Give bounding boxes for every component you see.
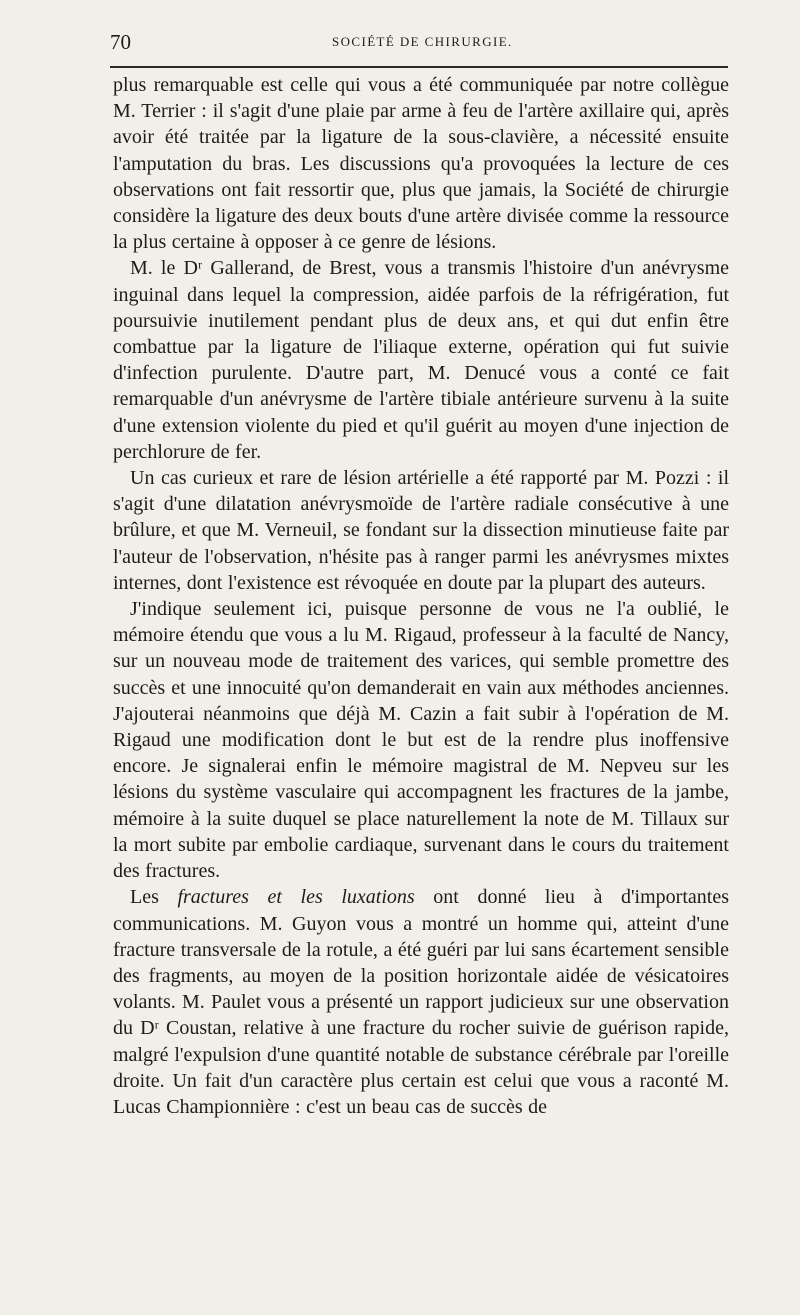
page-number: 70 xyxy=(110,30,131,54)
paragraph-5-start: Les xyxy=(130,886,178,909)
paragraph-4: J'indique seulement ici, puisque personne de vous ne l'a oublié, le mémoire étendu que vous a lu M. Rigaud, professeur à la faculté de Nancy, sur un nouveau mode de traitement des varices, qui semble promettre des succès et une innocuité qu'on demanderait en vain aux méthodes anciennes. J'ajouterai néanmoins que déjà M. Cazin a fait subir à l'opération de M. Rigaud une modification dont le but est de la rendre plus inoffensive encore. Je signalerai enfin le mémoire magistral de M. Nepveu sur les lésions du système vasculaire qui accompagnent les fractures de la jambe, mémoire à la suite duquel se place naturellement la note de M. Tillaux sur la mort subite par embolie cardiaque, survenant dans le cours du traitement des fractures. xyxy=(113,598,729,883)
section-topic-italic: fractures et les luxations xyxy=(177,886,415,909)
paragraph-3: Un cas curieux et rare de lésion artérielle a été rapporté par M. Pozzi : il s'agit d'une dilatation anévrysmoïde de l'artère radiale consécutive à une brûlure, et que M. Verneuil, se fondant sur la dissection minutieuse faite par l'auteur de l'observation, n'hésite pas à ranger parmi les anévrysmes mixtes internes, dont l'existence est révoquée en doute par la plupart des auteurs. xyxy=(113,467,729,594)
paragraph-5 xyxy=(113,884,729,1120)
paragraph-1: plus remarquable est celle qui vous a été communiquée par notre collègue M. Terrier : il s'agit d'une plaie par arme à feu de l'artère axillaire qui, après avoir été traitée par la ligature de la sous-clavière, a nécessité ensuite l'amputation du bras. Les discussions qu'a provoquées la lecture de ces observations ont fait ressortir que, plus que jamais, la Société de chirurgie considère la ligature des deux bouts d'une artère divisée comme la ressource la plus certaine à opposer à ce genre de lésions. xyxy=(113,74,729,254)
paragraph-2: M. le Dʳ Gallerand, de Brest, vous a transmis l'histoire d'un anévrysme inguinal dans lequel la compression, aidée parfois de la réfrigération, fut poursuivie inutilement pendant plus de deux ans, et qui dut enfin être combattue par la ligature de l'iliaque externe, opération qui fut suivie d'infection purulente. D'autre part, M. Denucé vous a conté ce fait remarquable d'un anévrysme de l'artère tibiale antérieure survenu à la suite d'une extension violente du pied et qu'il guérit au moyen d'une injection de perchlorure de fer. xyxy=(113,257,729,463)
running-head: SOCIÉTÉ DE CHIRURGIE. xyxy=(332,34,513,49)
body-text xyxy=(113,72,729,1120)
page-header xyxy=(110,30,728,58)
paragraph-5-rest: ont donné lieu à d'importantes communications. M. Guyon vous a montré un homme qui, atteint d'une fracture transversale de la rotule, a été guéri par lui sans écartement sensible des fragments, au moyen de la position horizontale aidée de vésicatoires volants. M. Paulet vous a présenté un rapport judicieux sur une observation du Dʳ Coustan, relative à une fracture du rocher suivie de guérison rapide, malgré l'expulsion d'une quantité notable de substance cérébrale par l'oreille droite. Un fait d'un caractère plus certain est celui que vous a raconté M. Lucas Championnière : c'est un beau cas de succès de xyxy=(113,886,729,1118)
header-rule xyxy=(110,66,728,68)
